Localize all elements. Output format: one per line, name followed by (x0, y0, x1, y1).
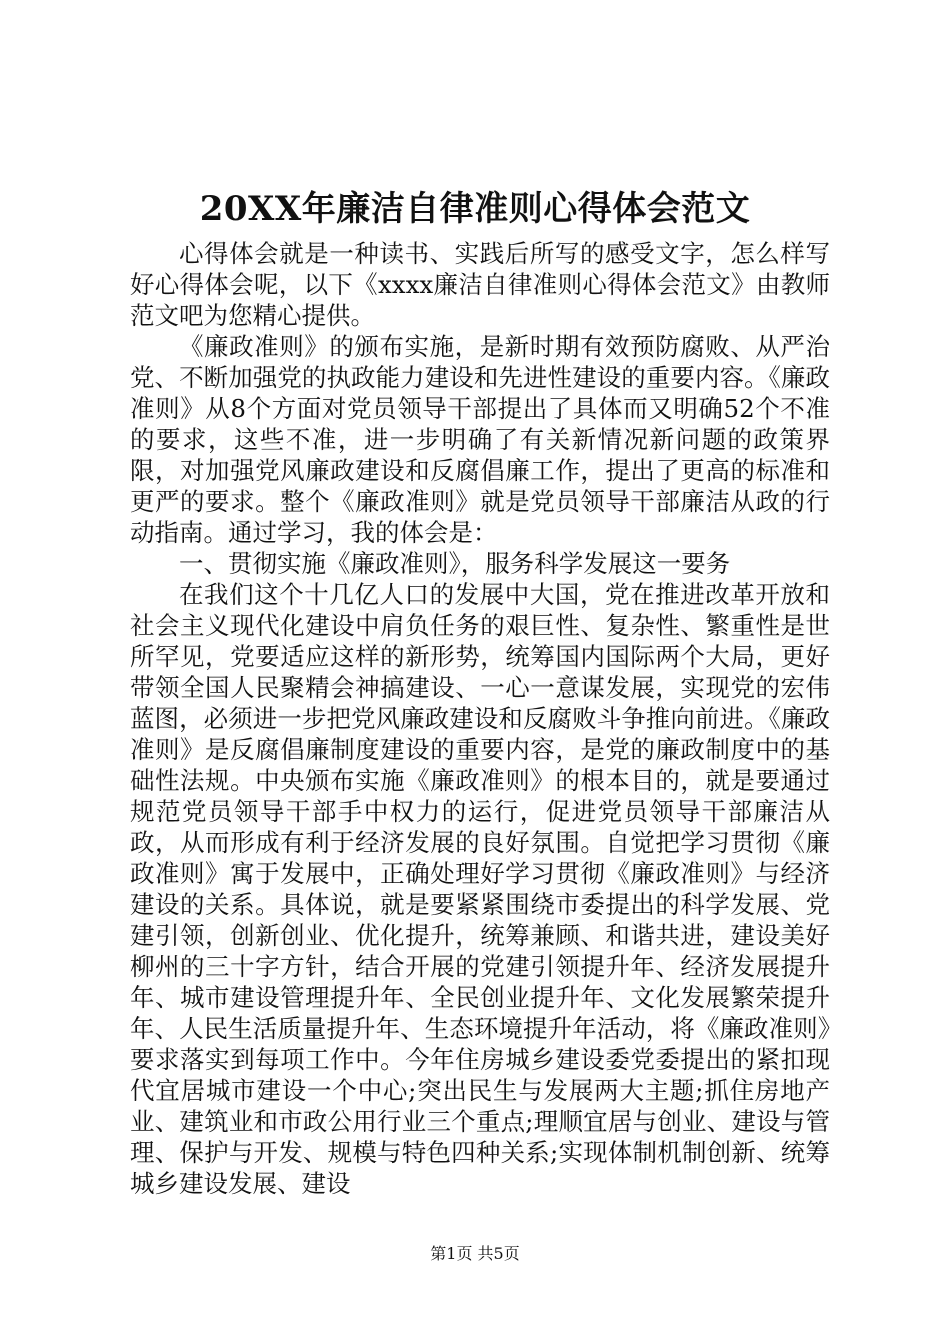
section-heading-1: 一、贯彻实施《廉政准则》，服务科学发展这一要务 (179, 549, 731, 578)
page-footer: 第1页 共5页 (430, 1244, 520, 1263)
paragraph-section-1: 在我们这个十几亿人口的发展中大国，党在推进改革开放和社会主义现代化建设中肩负任务的艰巨性、复杂性、繁重性是世所罕见，党要适应这样的新形势，统筹国内国际两个大局，更好带领全国人民聚精会神搞建设、一心一意谋发展，实现党的宏伟蓝图，必须进一步把党风廉政建设和反腐败斗争推向前进。《廉政准则》是反腐倡廉制度建设的重要内容，是党的廉政制度中的基础性法规。中央颁布实施《廉政准则》的根本目的，就是要通过规范党员领导干部手中权力的运行，促进党员领导干部廉洁从政，从而形成有利于经济发展的良好氛围。自觉把学习贯彻《廉政准则》寓于发展中，正确处理好学习贯彻《廉政准则》与经济建设的关系。具体说，就是要紧紧围绕市委提出的科学发展、党建引领，创新创业、优化提升，统筹兼顾、和谐共进，建设美好柳州的三十字方针，结合开展的党建引领提升年、经济发展提升年、城市建设管理提升年、全民创业提升年、文化发展繁荣提升年、人民生活质量提升年、生态环境提升年活动，将《廉政准则》要求落实到每项工作中。今年住房城乡建设委党委提出的紧扣现代宜居城市建设一个中心;突出民生与发展两大主题;抓住房地产业、建筑业和市政公用行业三个重点;理顺宜居与创业、建设与管理、保护与开发、规模与特色四种关系;实现体制机制创新、统筹城乡建设发展、建设 (130, 580, 830, 1198)
document-body (130, 238, 830, 1199)
paragraph-overview: 《廉政准则》的颁布实施，是新时期有效预防腐败、从严治党、不断加强党的执政能力建设和先进性建设的重要内容。《廉政准则》从8个方面对党员领导干部提出了具体而又明确52个不准的要求，这些不准，进一步明确了有关新情况新问题的政策界限，对加强党风廉政建设和反腐倡廉工作，提出了更高的标准和更严的要求。整个《廉政准则》就是党员领导干部廉洁从政的行动指南。通过学习，我的体会是： (130, 332, 830, 547)
document-title: 20XX年廉洁自律准则心得体会范文 (199, 189, 751, 229)
paragraph-intro: 心得体会就是一种读书、实践后所写的感受文字，怎么样写好心得体会呢，以下《xxxx廉洁自律准则心得体会范文》由教师范文吧为您精心提供。 (130, 239, 830, 330)
